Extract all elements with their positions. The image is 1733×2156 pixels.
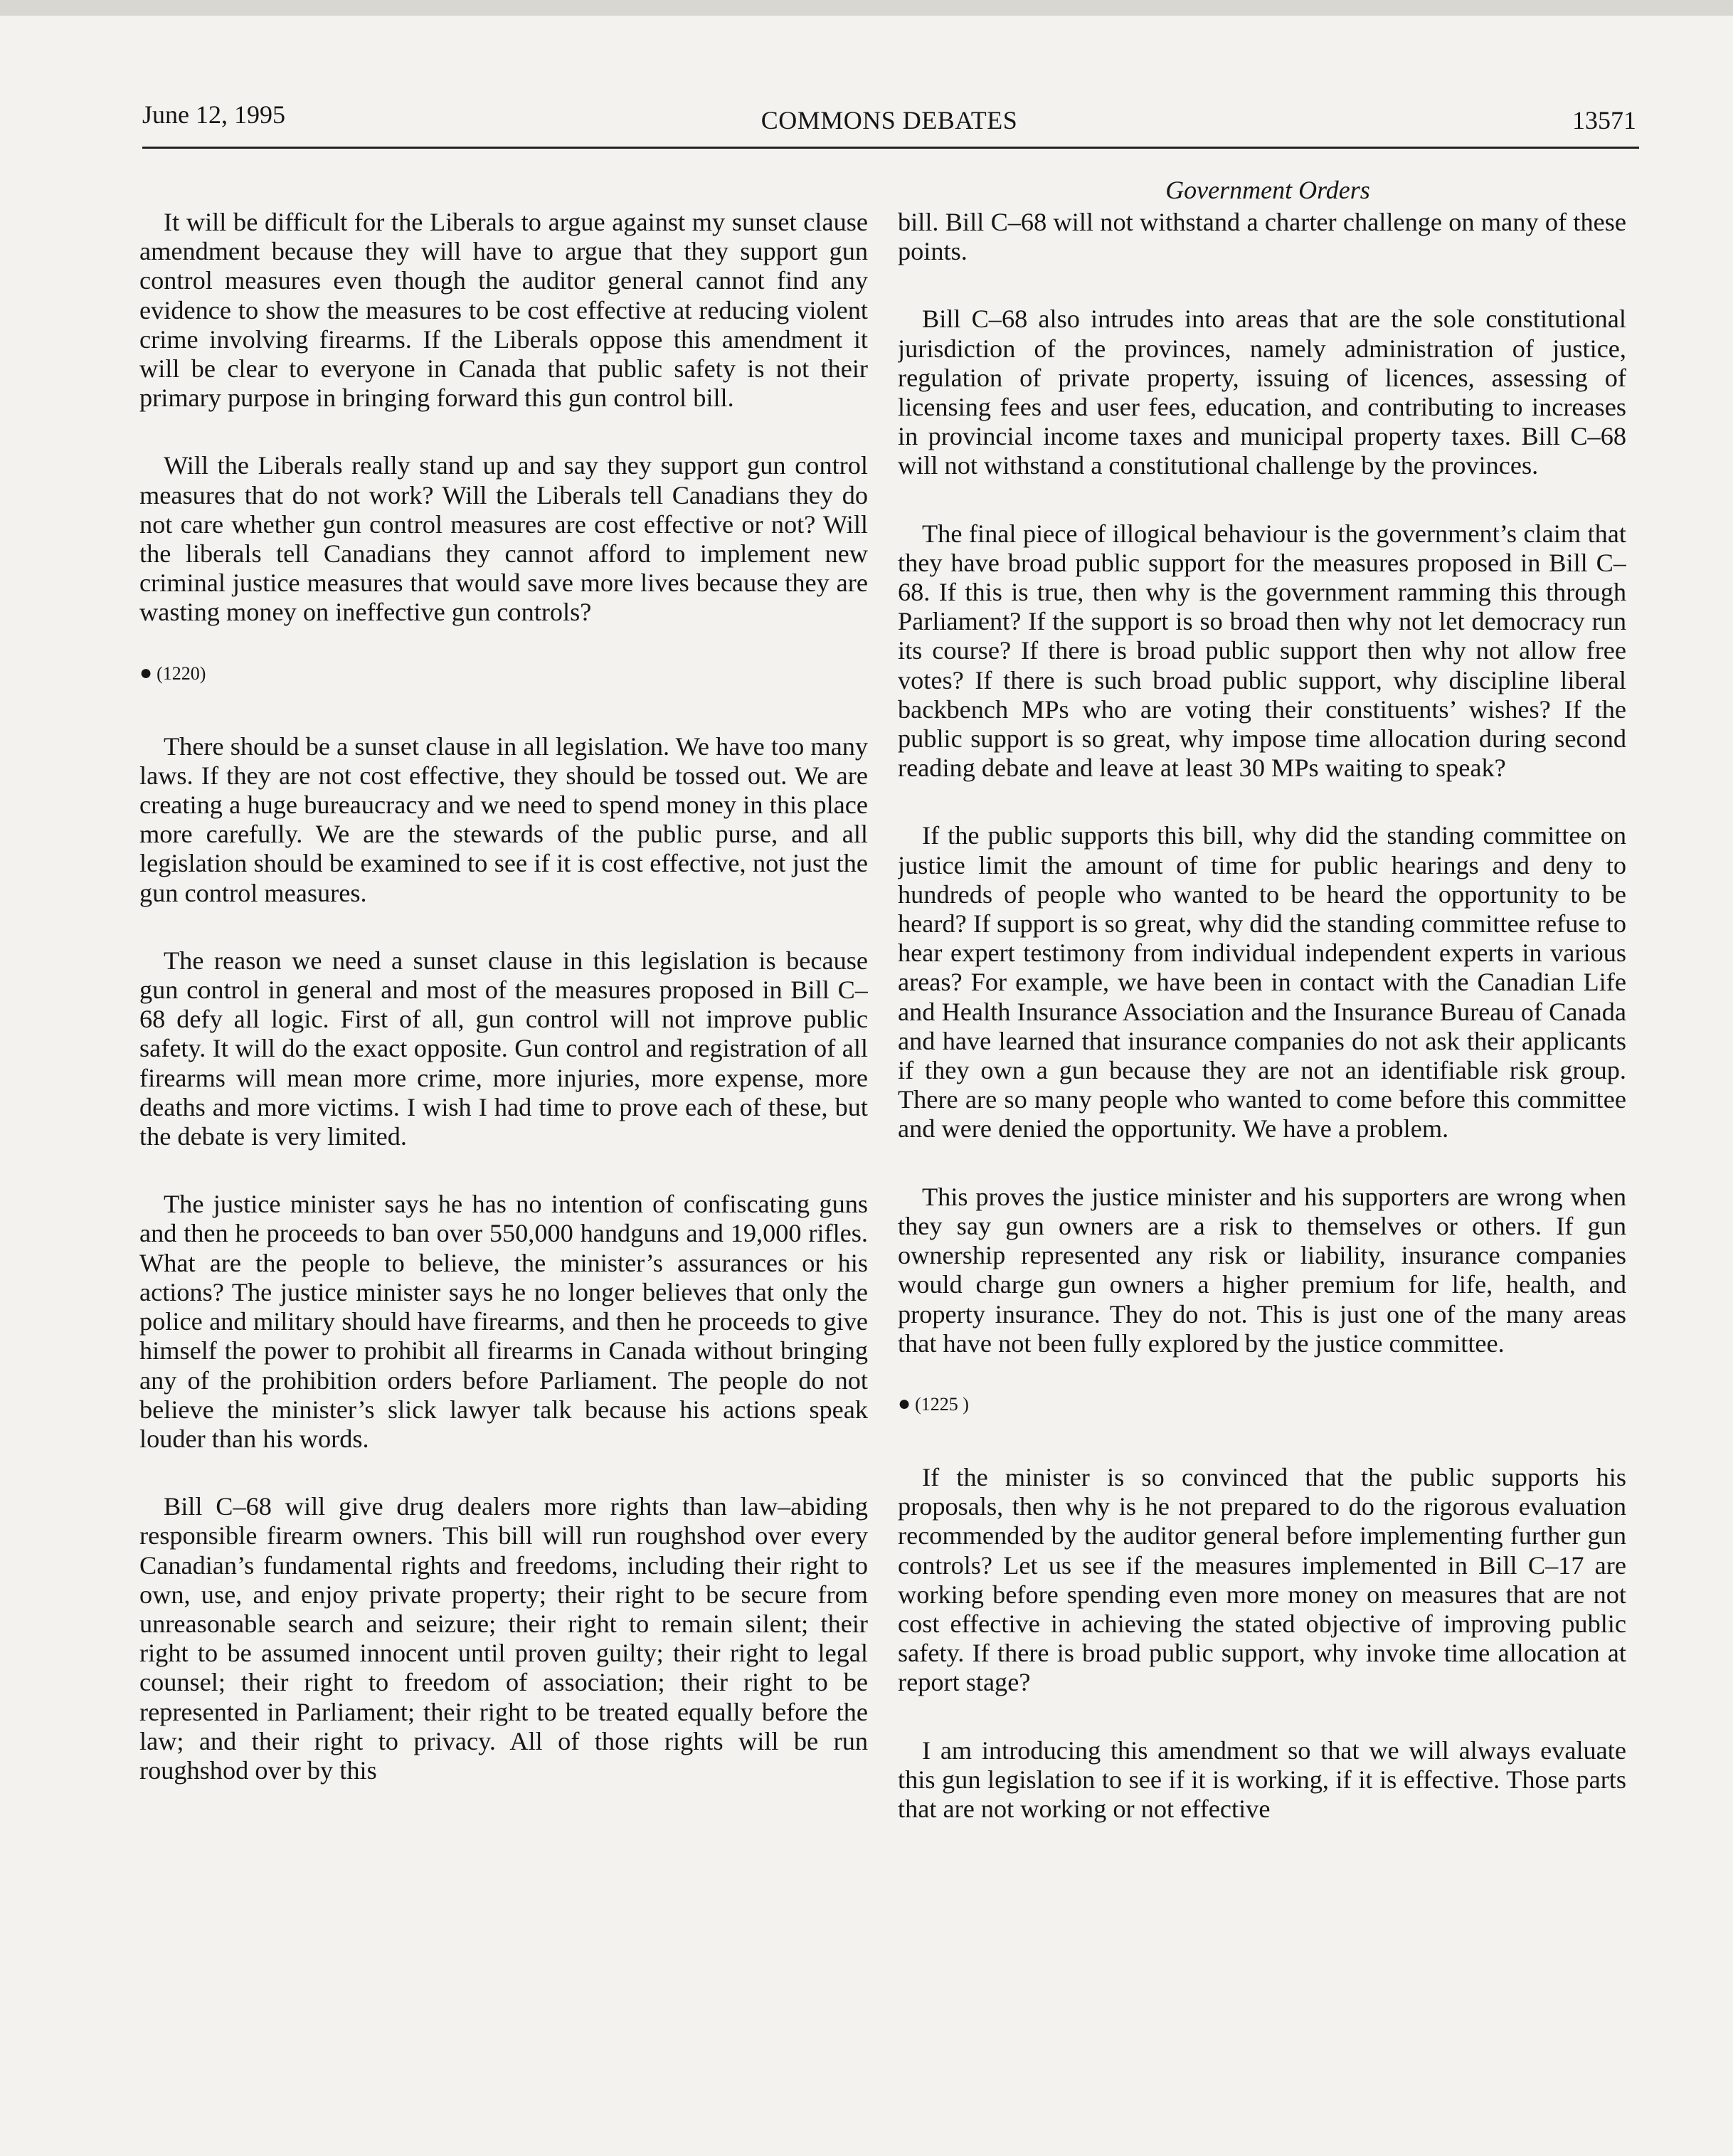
scan-edge: [0, 0, 1733, 16]
time-marker-label: (1220): [157, 662, 206, 684]
page-header: [142, 100, 1636, 149]
paragraph: The final piece of illogical behaviour is the government’s claim that they have broad public support for the measures proposed in Bill C–68. If this is true, then why is the government ramming this through Parliament? If the support is so broad then why not let democracy run its course? If there is broad public support then why not allow free votes? If there is such broad public support, why discipline liberal backbench MPs who are voting their constituents’ wishes? If the public support is so great, why impose time allocation during second reading debate and leave at least 30 MPs waiting to speak?: [898, 519, 1626, 783]
bullet-icon: ●: [898, 1391, 911, 1415]
paragraph: The reason we need a sunset clause in this legislation is because gun control in general and most of the measures proposed in Bill C–68 defy all logic. First of all, gun control will not improve public safety. It will do the exact opposite. Gun control and registration of all firearms will mean more crime, more injuries, more expense, more deaths and more victims. I wish I had time to prove each of these, but the debate is very limited.: [139, 946, 868, 1151]
paragraph: There should be a sunset clause in all legislation. We have too many laws. If they are not cost effective, they should be tossed out. We are creating a huge bureaucracy and we need to spend money in this place more carefully. We are the stewards of the public purse, and all legislation should be examined to see if it is cost effective, not just the gun control measures.: [139, 731, 868, 907]
time-marker: [139, 659, 868, 688]
header-date: June 12, 1995: [142, 100, 285, 129]
left-column: [139, 208, 868, 1944]
bullet-icon: ●: [139, 660, 153, 685]
time-marker: [898, 1390, 1626, 1419]
paragraph: Bill C–68 will give drug dealers more rights than law–abiding responsible firearm owners. This bill will run roughshod over every Canadian’s fundamental rights and freedoms, including their right to own, use, and enjoy private property; their right to be secure from unreasonable search and seizure; their right to remain silent; their right to be assumed innocent until proven guilty; their right to legal counsel; their right to freedom of association; their right to be represented in Parliament; their right to be treated equally before the law; and their right to privacy. All of those rights will be run roughshod over by this: [139, 1492, 868, 1785]
paragraph: bill. Bill C–68 will not withstand a charter challenge on many of these points.: [898, 208, 1626, 266]
header-rule: [142, 147, 1639, 149]
section-title: Government Orders: [1165, 176, 1370, 204]
right-column: [898, 208, 1626, 1944]
paragraph: If the minister is so convinced that the public supports his proposals, then why is he not prepared to do the rigorous evaluation recommended by the auditor general before implementing further gun controls? Let us see if the measures implemented in Bill C–17 are working before spending even more money on measures that are not cost effective in achieving the stated objective of improving public safety. If there is broad public support, why invoke time allocation at report stage?: [898, 1462, 1626, 1697]
paragraph: I am introducing this amendment so that we will always evaluate this gun legislation to see if it is working, if it is effective. Those parts that are not working or not effective: [898, 1735, 1626, 1823]
paragraph: Bill C–68 also intrudes into areas that are the sole constitutional jurisdiction of the provinces, namely administration of justice, regulation of private property, issuing of licences, assessing of licensing fees and user fees, education, and contributing to increases in provincial income taxes and municipal property taxes. Bill C–68 will not withstand a constitutional challenge by the provinces.: [898, 305, 1626, 480]
time-marker-label: (1225 ): [915, 1393, 969, 1415]
header-title: COMMONS DEBATES: [760, 106, 1018, 134]
paragraph: The justice minister says he has no intention of confiscating guns and then he proceeds to ban over 550,000 handguns and 19,000 rifles. What are the people to believe, the minister’s assurances or his actions? The justice minister says he no longer believes that only the police and military should have firearms, and then he proceeds to give himself the power to prohibit all firearms in Canada without bringing any of the prohibition orders before Parliament. The people do not believe the minister’s slick lawyer talk because his actions speak louder than his words.: [139, 1190, 868, 1453]
paragraph: If the public supports this bill, why did the standing committee on justice limit the amount of time for public hearings and deny to hundreds of people who wanted to be heard the opportunity to be heard? If support is so great, why did the standing committee refuse to hear expert testimony from individual independent experts in various areas? For example, we have been in contact with the Canadian Life and Health Insurance Association and the Insurance Bureau of Canada and have learned that insurance companies do not ask their applicants if they own a gun because they are not an identifiable risk group. There are so many people who wanted to come before this committee and were denied the opportunity. We have a problem.: [898, 821, 1626, 1143]
page-number: 13571: [1572, 106, 1636, 134]
paragraph: Will the Liberals really stand up and say they support gun control measures that do not work? Will the Liberals tell Canadians they do not care whether gun control measures are cost effective or not? Will the liberals tell Canadians they cannot afford to implement new criminal justice measures that would save more lives because they are wasting money on ineffective gun controls?: [139, 451, 868, 627]
paragraph: It will be difficult for the Liberals to argue against my sunset clause amendment because they will have to argue that they support gun control measures even though the auditor general cannot find any evidence to show the measures to be cost effective at reducing violent crime involving firearms. If the Liberals oppose this amendment it will be clear to everyone in Canada that public safety is not their primary purpose in bringing forward this gun control bill.: [139, 208, 868, 413]
paragraph: This proves the justice minister and his supporters are wrong when they say gun owners are a risk to themselves or others. If gun ownership represented any risk or liability, insurance companies would charge gun owners a higher premium for life, health, and property insurance. They do not. This is just one of the many areas that have not been fully explored by the justice committee.: [898, 1182, 1626, 1358]
